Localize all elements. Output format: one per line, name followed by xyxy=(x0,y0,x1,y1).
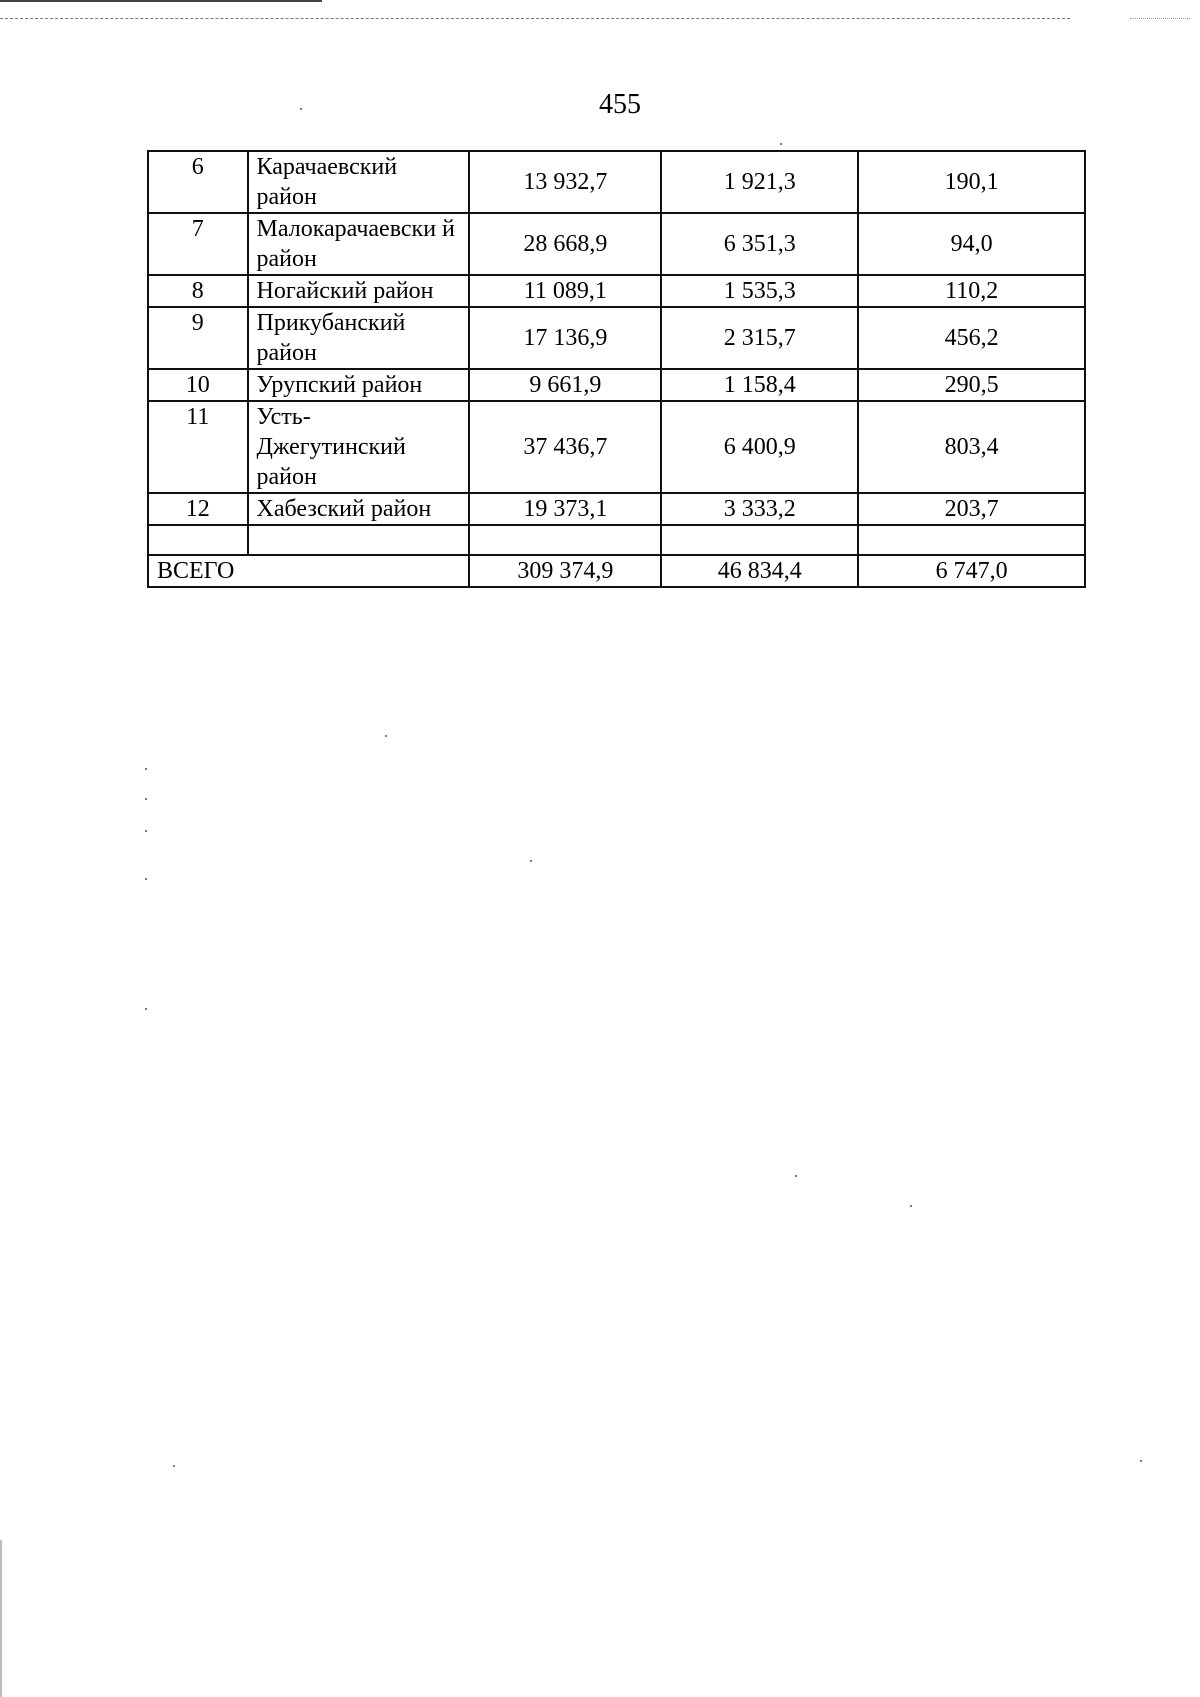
empty-cell xyxy=(148,525,248,555)
district-data-table xyxy=(147,150,1086,588)
value-cell: 19 373,1 xyxy=(469,493,661,525)
empty-cell xyxy=(858,525,1085,555)
value-cell: 94,0 xyxy=(858,213,1085,275)
value-cell: 456,2 xyxy=(858,307,1085,369)
value-cell: 1 921,3 xyxy=(661,151,858,213)
scan-speck xyxy=(145,878,147,880)
value-cell: 203,7 xyxy=(858,493,1085,525)
total-value-cell: 6 747,0 xyxy=(858,555,1085,587)
value-cell: 1 158,4 xyxy=(661,369,858,401)
district-name-cell: Карачаевский район xyxy=(248,151,470,213)
value-cell: 803,4 xyxy=(858,401,1085,493)
total-value-cell: 309 374,9 xyxy=(469,555,661,587)
table-row xyxy=(148,493,1085,525)
scan-left-edge xyxy=(0,1540,2,1697)
scan-speck xyxy=(145,830,147,832)
table-row xyxy=(148,213,1085,275)
table-row xyxy=(148,275,1085,307)
row-number-cell: 7 xyxy=(148,213,248,275)
scan-speck xyxy=(145,1008,147,1010)
district-name-cell: Малокарачаевски й район xyxy=(248,213,470,275)
value-cell: 6 400,9 xyxy=(661,401,858,493)
value-cell: 9 661,9 xyxy=(469,369,661,401)
scan-speck xyxy=(145,768,147,770)
scan-top-edge xyxy=(0,0,322,2)
empty-cell xyxy=(469,525,661,555)
row-number-cell: 10 xyxy=(148,369,248,401)
value-cell: 3 333,2 xyxy=(661,493,858,525)
value-cell: 6 351,3 xyxy=(661,213,858,275)
scan-speck xyxy=(1140,1460,1142,1462)
total-row xyxy=(148,555,1085,587)
value-cell: 2 315,7 xyxy=(661,307,858,369)
row-number-cell: 9 xyxy=(148,307,248,369)
row-number-cell: 6 xyxy=(148,151,248,213)
table-row xyxy=(148,307,1085,369)
table-row xyxy=(148,401,1085,493)
value-cell: 11 089,1 xyxy=(469,275,661,307)
district-name-cell: Ногайский район xyxy=(248,275,470,307)
district-name-cell: Прикубанский район xyxy=(248,307,470,369)
empty-table-row xyxy=(148,525,1085,555)
table-row xyxy=(148,151,1085,213)
scan-artifact-line xyxy=(0,18,1070,19)
scan-speck xyxy=(780,143,782,145)
value-cell: 1 535,3 xyxy=(661,275,858,307)
scan-speck xyxy=(530,860,532,862)
district-name-cell: Усть- Джегутинский район xyxy=(248,401,470,493)
scan-speck xyxy=(385,735,387,737)
scan-speck xyxy=(300,108,302,110)
value-cell: 290,5 xyxy=(858,369,1085,401)
scan-speck xyxy=(910,1205,912,1207)
table-row xyxy=(148,369,1085,401)
value-cell: 13 932,7 xyxy=(469,151,661,213)
scan-speck xyxy=(173,1465,175,1467)
row-number-cell: 12 xyxy=(148,493,248,525)
empty-cell xyxy=(661,525,858,555)
value-cell: 28 668,9 xyxy=(469,213,661,275)
scan-speck xyxy=(795,1175,797,1177)
value-cell: 110,2 xyxy=(858,275,1085,307)
row-number-cell: 11 xyxy=(148,401,248,493)
page-number: 455 xyxy=(599,89,641,120)
value-cell: 17 136,9 xyxy=(469,307,661,369)
empty-cell xyxy=(248,525,470,555)
value-cell: 190,1 xyxy=(858,151,1085,213)
district-name-cell: Урупский район xyxy=(248,369,470,401)
scan-artifact-dots xyxy=(1130,18,1190,19)
scan-speck xyxy=(145,798,147,800)
district-name-cell: Хабезский район xyxy=(248,493,470,525)
total-value-cell: 46 834,4 xyxy=(661,555,858,587)
row-number-cell: 8 xyxy=(148,275,248,307)
value-cell: 37 436,7 xyxy=(469,401,661,493)
total-label: ВСЕГО xyxy=(148,555,469,587)
